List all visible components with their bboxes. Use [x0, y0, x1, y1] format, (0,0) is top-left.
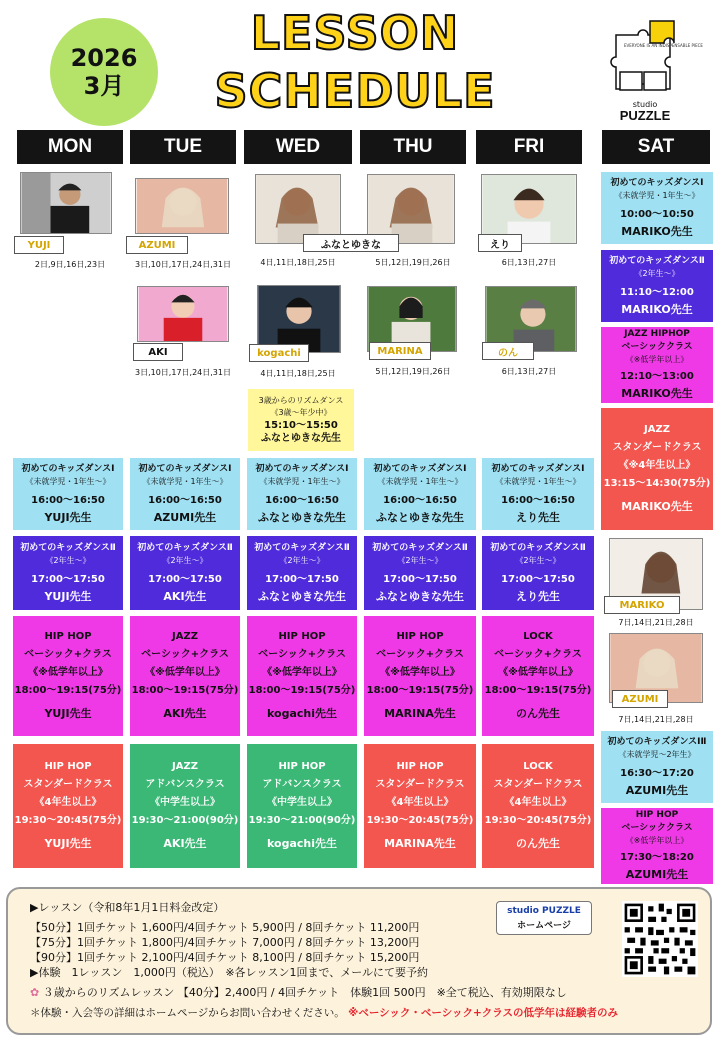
dates-eri: 6日,13日,27日: [501, 258, 557, 267]
sat-jazzhiphop-class: ベーシッククラス: [621, 342, 693, 352]
advanced-sub: 《中学生以上》: [150, 797, 220, 808]
kids2-sub: 《2年生～》: [397, 555, 443, 565]
basic-teacher: YUJI先生: [44, 707, 92, 720]
basic-class: ベーシック+クラス: [494, 649, 582, 660]
instructor-photo-yuji: [20, 172, 112, 234]
footer-note-text: ＊体験・入会等の詳細はホームページからお問い合わせください。: [30, 1007, 345, 1019]
kids2-teacher: ふなとゆきな先生: [258, 589, 346, 603]
pricing-footer: [6, 887, 712, 1035]
kids1-sub: 《未就学児・1年生～》: [142, 476, 228, 486]
sat-hiphop-teacher: AZUMI先生: [625, 868, 689, 881]
day-header-wed: WED: [244, 130, 352, 164]
dates-azumi-sat: 7日,14日,21日,28日: [618, 715, 694, 724]
advanced-sub: 《中学生以上》: [267, 797, 337, 808]
sat-kids12: [601, 731, 713, 803]
basic-time: 18:00～19:15(75分): [131, 685, 239, 696]
sat-hiphop-basic: [601, 808, 713, 884]
rhythm-time: 15:10～15:50: [264, 420, 338, 431]
dates-yuji: 2日,9日,16日,23日: [34, 260, 106, 269]
day-header-thu: THU: [360, 130, 466, 164]
advanced-mon: [13, 744, 123, 868]
price-75: 【75分】1回チケット 1,800円/4回チケット 7,000円 / 8回チケット 13,200円: [30, 936, 420, 949]
instructor-photo-aki: [137, 286, 229, 342]
footer-note-red: ※ベーシック・ベーシック+クラスの低学年は経験者のみ: [348, 1007, 618, 1019]
sat-kids2-time: 11:10～12:00: [620, 286, 694, 298]
nametag-kogachi: kogachi: [249, 344, 309, 362]
dates-mariko: 7日,14日,21日,28日: [618, 618, 694, 627]
kids1-sub: 《未就学児・1年生～》: [25, 476, 111, 486]
advanced-teacher: AKI先生: [163, 837, 207, 850]
basic-genre: HIP HOP: [44, 631, 92, 642]
homepage-link-title: studio PUZZLE: [507, 906, 581, 916]
dates-funato-wed: 4日,11日,18日,25日: [260, 258, 336, 267]
kids2-teacher: YUJI先生: [44, 589, 92, 603]
kids1-thu: [364, 458, 476, 530]
basic-fri: [482, 616, 594, 736]
advanced-time: 19:30～20:45(75分): [484, 815, 592, 826]
kids1-tue: [130, 458, 240, 530]
kids2-time: 17:00～17:50: [265, 573, 339, 585]
kids1-title: 初めてのキッズダンスⅠ: [491, 463, 585, 474]
basic-sub: 《※低学年以上》: [145, 667, 225, 678]
kids1-time: 16:00～16:50: [383, 494, 457, 506]
sat-kids2-teacher: MARIKO先生: [621, 302, 693, 316]
kids1-sub: 《未就学児・1年生～》: [259, 476, 345, 486]
advanced-genre: HIP HOP: [396, 761, 444, 772]
logo-studio-text: studio: [632, 100, 658, 109]
day-header-fri: FRI: [476, 130, 582, 164]
advanced-teacher: MARINA先生: [384, 837, 456, 850]
dates-aki: 3日,10日,17日,24日,31日: [135, 368, 231, 377]
kids2-time: 17:00～17:50: [383, 573, 457, 585]
advanced-teacher: kogachi先生: [267, 837, 337, 850]
kids2-thu: [364, 536, 476, 610]
kids2-fri: [482, 536, 594, 610]
basic-time: 18:00～19:15(75分): [366, 685, 474, 696]
rhythm-dance-class: [248, 389, 354, 451]
rhythm-lesson-text: ３歳からのリズムレッスン 【40分】2,400円 / 4回チケット 体験1回 500円 ※全て税込、有効期限なし: [42, 986, 567, 999]
advanced-fri: [482, 744, 594, 868]
month-label: 3月: [83, 72, 125, 100]
sat-kids1-sub: 《未就学児・1年生～》: [614, 190, 700, 200]
kids1-title: 初めてのキッズダンスⅠ: [138, 463, 232, 474]
basic-class: ベーシック+クラス: [258, 649, 346, 660]
basic-time: 18:00～19:15(75分): [484, 685, 592, 696]
advanced-sub: 《4年生以上》: [504, 797, 572, 808]
kids2-teacher: ふなとゆきな先生: [376, 589, 464, 603]
basic-time: 18:00～19:15(75分): [14, 685, 122, 696]
kids1-title: 初めてのキッズダンスⅠ: [373, 463, 467, 474]
rhythm-teacher: ふなとゆきな先生: [261, 433, 341, 444]
homepage-link-label: ホームページ: [517, 921, 571, 931]
nametag-funato: ふなとゆきな: [303, 234, 399, 252]
advanced-time: 19:30～21:00(90分): [131, 815, 239, 826]
kids2-sub: 《2年生～》: [279, 555, 325, 565]
lesson-heading: ▶レッスン（令和8年1月1日料金改定）: [30, 901, 225, 914]
basic-sub: 《※低学年以上》: [28, 667, 108, 678]
sat-kids1: [601, 172, 713, 244]
month-badge: [50, 18, 158, 126]
flower-icon: ✿: [30, 986, 40, 999]
kids1-time: 16:00～16:50: [148, 494, 222, 506]
advanced-teacher: のん先生: [516, 837, 560, 850]
advanced-genre: HIP HOP: [278, 761, 326, 772]
basic-time: 18:00～19:15(75分): [248, 685, 356, 696]
kids2-time: 17:00～17:50: [31, 573, 105, 585]
qr-code-icon[interactable]: [622, 901, 698, 977]
sat-hiphop-sub: 《※低学年以上》: [625, 836, 689, 845]
advanced-genre: HIP HOP: [44, 761, 92, 772]
sat-kids2: [601, 250, 713, 322]
trial-info: ▶体験 1レッスン 1,000円（税込） ※各レッスン1回まで、メールにて要予約: [30, 966, 429, 979]
kids1-mon: [13, 458, 123, 530]
advanced-genre: JAZZ: [172, 761, 198, 772]
sat-hiphop-genre: HIP HOP: [635, 810, 679, 820]
logo-name-text: PUZZLE: [619, 108, 671, 123]
basic-teacher: のん先生: [516, 707, 560, 720]
sat-jazz-time: 13:15～14:30(75分): [603, 478, 711, 489]
sat-kids12-time: 16:30～17:20: [620, 767, 694, 779]
sat-jazz-genre: JAZZ: [644, 424, 670, 435]
advanced-sub: 《4年生以上》: [34, 797, 102, 808]
footer-note: [30, 1006, 618, 1020]
basic-sub: 《※低学年以上》: [262, 667, 342, 678]
basic-thu: [364, 616, 476, 736]
sat-kids2-sub: 《2年生～》: [634, 268, 680, 278]
kids2-teacher: えり先生: [516, 589, 560, 603]
svg-text:EVERYONE IS AN INDISPENSABLE P: EVERYONE IS AN INDISPENSABLE PIECE: [624, 43, 703, 48]
basic-class: ベーシック+クラス: [376, 649, 464, 660]
nametag-yuji: YUJI: [14, 236, 64, 254]
kids2-wed: [247, 536, 357, 610]
basic-teacher: AKI先生: [163, 707, 207, 720]
kids1-teacher: えり先生: [516, 510, 560, 524]
nametag-eri: えり: [478, 234, 522, 252]
advanced-class: アドバンスクラス: [145, 779, 225, 790]
sat-kids1-title: 初めてのキッズダンスⅠ: [610, 177, 704, 188]
kids1-teacher: ふなとゆきな先生: [376, 510, 464, 524]
kids1-teacher: ふなとゆきな先生: [258, 510, 346, 524]
kids1-title: 初めてのキッズダンスⅠ: [255, 463, 349, 474]
price-90: 【90分】1回チケット 2,100円/4回チケット 8,100円 / 8回チケット 15,200円: [30, 951, 420, 964]
instructor-photo-azumi: [135, 178, 229, 234]
sat-kids12-title: 初めてのキッズダンスⅠⅡ: [607, 736, 707, 747]
rhythm-sub: 《3歳～年少中》: [270, 408, 332, 417]
basic-class: ベーシック+クラス: [24, 649, 112, 660]
kids2-sub: 《2年生～》: [515, 555, 561, 565]
kids1-sub: 《未就学児・1年生～》: [377, 476, 463, 486]
dates-azumi: 3日,10日,17日,24日,31日: [135, 260, 231, 269]
advanced-class: スタンダードクラス: [493, 779, 583, 790]
title-lesson: LESSON: [250, 6, 460, 60]
sat-kids12-teacher: AZUMI先生: [625, 783, 689, 797]
sat-hiphop-time: 17:30～18:20: [620, 852, 694, 863]
kids1-time: 16:00～16:50: [265, 494, 339, 506]
sat-jazzhiphop-sub: 《※低学年以上》: [625, 355, 689, 364]
nametag-marina: MARINA: [369, 342, 431, 360]
basic-mon: [13, 616, 123, 736]
sat-jazzhiphop-time: 12:10～13:00: [620, 371, 694, 382]
sat-hiphop-class: ベーシッククラス: [621, 823, 693, 833]
basic-sub: 《※低学年以上》: [498, 667, 578, 678]
advanced-time: 19:30～20:45(75分): [366, 815, 474, 826]
kids2-teacher: AKI先生: [163, 589, 207, 603]
basic-genre: HIP HOP: [396, 631, 444, 642]
advanced-time: 19:30～21:00(90分): [248, 815, 356, 826]
basic-wed: [247, 616, 357, 736]
sat-jazz-standard: [601, 408, 713, 530]
rhythm-title: 3歳からのリズムダンス: [258, 396, 344, 405]
kids2-title: 初めてのキッズダンスⅡ: [254, 542, 350, 553]
advanced-sub: 《4年生以上》: [386, 797, 454, 808]
advanced-genre: LOCK: [523, 761, 553, 772]
sat-kids1-time: 10:00～10:50: [620, 208, 694, 220]
kids1-wed: [247, 458, 357, 530]
nametag-mariko: MARIKO: [604, 596, 680, 614]
basic-sub: 《※低学年以上》: [380, 667, 460, 678]
year-label: 2026: [70, 44, 138, 72]
basic-tue: [130, 616, 240, 736]
nametag-non: のん: [482, 342, 534, 360]
kids2-title: 初めてのキッズダンスⅡ: [372, 542, 468, 553]
dates-non: 6日,13日,27日: [501, 367, 557, 376]
kids2-time: 17:00～17:50: [148, 573, 222, 585]
advanced-teacher: YUJI先生: [44, 837, 92, 850]
nametag-azumi-sat: AZUMI: [612, 690, 668, 708]
sat-jazzhiphop-genre: JAZZ HIPHOP: [624, 329, 690, 339]
title-schedule: SCHEDULE: [214, 64, 496, 118]
sat-jazz-sub: 《※4年生以上》: [618, 460, 696, 471]
sat-kids1-teacher: MARIKO先生: [621, 224, 693, 238]
basic-genre: HIP HOP: [278, 631, 326, 642]
homepage-link[interactable]: [496, 901, 592, 935]
day-header-tue: TUE: [130, 130, 236, 164]
kids2-sub: 《2年生～》: [162, 555, 208, 565]
instructor-photo-kogachi: [257, 285, 341, 353]
day-header-sat: SAT: [602, 130, 710, 164]
kids1-title: 初めてのキッズダンスⅠ: [21, 463, 115, 474]
kids2-title: 初めてのキッズダンスⅡ: [20, 542, 116, 553]
basic-teacher: kogachi先生: [267, 707, 337, 720]
dates-kogachi: 4日,11日,18日,25日: [260, 369, 336, 378]
advanced-wed: [247, 744, 357, 868]
dates-funato-thu: 5日,12日,19日,26日: [375, 258, 451, 267]
dates-marina: 5日,12日,19日,26日: [375, 367, 451, 376]
advanced-class: アドバンスクラス: [262, 779, 342, 790]
price-50: 【50分】1回チケット 1,600円/4回チケット 5,900円 / 8回チケット 11,200円: [30, 921, 420, 934]
kids2-tue: [130, 536, 240, 610]
kids1-sub: 《未就学児・1年生～》: [495, 476, 581, 486]
advanced-tue: [130, 744, 240, 868]
advanced-class: スタンダードクラス: [375, 779, 465, 790]
nametag-azumi: AZUMI: [126, 236, 188, 254]
kids1-teacher: AZUMI先生: [153, 510, 217, 524]
sat-jazz-hiphop: [601, 327, 713, 403]
basic-genre: LOCK: [523, 631, 553, 642]
kids1-time: 16:00～16:50: [501, 494, 575, 506]
advanced-time: 19:30～20:45(75分): [14, 815, 122, 826]
kids1-teacher: YUJI先生: [44, 510, 92, 524]
sat-jazz-teacher: MARIKO先生: [621, 500, 693, 513]
sat-kids2-title: 初めてのキッズダンスⅡ: [609, 255, 705, 266]
basic-genre: JAZZ: [172, 631, 198, 642]
rhythm-lesson-info: [30, 986, 567, 1000]
advanced-thu: [364, 744, 476, 868]
sat-jazzhiphop-teacher: MARIKO先生: [621, 387, 693, 400]
basic-teacher: MARINA先生: [384, 707, 456, 720]
kids2-title: 初めてのキッズダンスⅡ: [137, 542, 233, 553]
sat-kids12-sub: 《未就学児～2年生》: [618, 749, 696, 759]
nametag-aki: AKI: [133, 343, 183, 361]
day-header-mon: MON: [17, 130, 123, 164]
kids2-title: 初めてのキッズダンスⅡ: [490, 542, 586, 553]
advanced-class: スタンダードクラス: [23, 779, 113, 790]
kids2-mon: [13, 536, 123, 610]
kids2-sub: 《2年生～》: [45, 555, 91, 565]
basic-class: ベーシック+クラス: [141, 649, 229, 660]
kids2-time: 17:00～17:50: [501, 573, 575, 585]
kids1-time: 16:00～16:50: [31, 494, 105, 506]
kids1-fri: [482, 458, 594, 530]
sat-jazz-class: スタンダードクラス: [612, 442, 702, 453]
